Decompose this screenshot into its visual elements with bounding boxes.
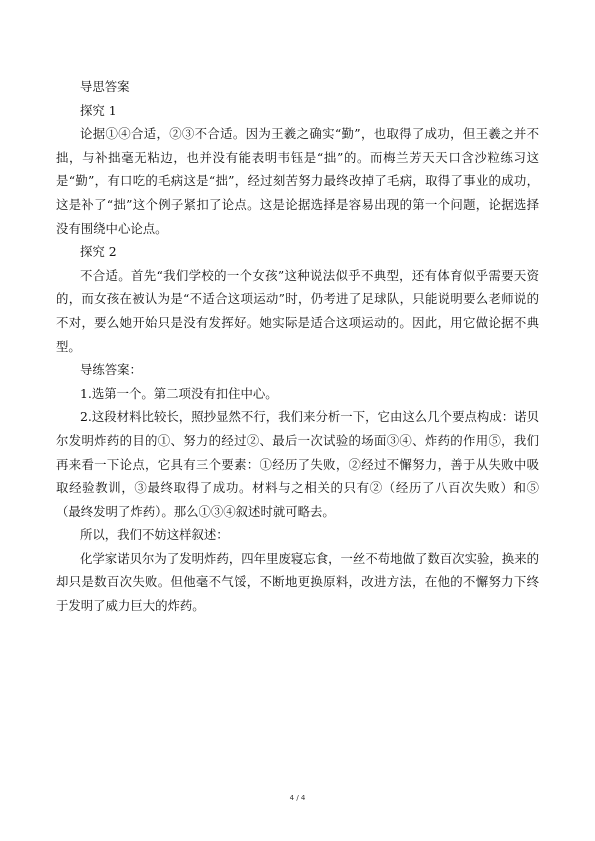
section-heading: 探究 2: [80, 244, 117, 260]
body-paragraph: 论据①④合适，②③不合适。因为王羲之确实“勤”，也取得了成功，但王羲之并不拙，与补拙毫无粘边，也并没有能表明韦钰是“拙”的。而梅兰芳天天口含沙粒练习这是“勤”，有口吃的毛病这是“拙”，经过刻苦努力最终改掉了毛病，取得了事业的成功，这是补了“拙”这个例子紧扣了论点。这是论据选择是容易出现的第一个问题，论据选择没有围绕中心论点。: [56, 126, 539, 236]
section-heading: 导练答案：: [80, 362, 142, 378]
body-paragraph: 化学家诺贝尔为了发明炸药，四年里废寝忘食，一丝不苟地做了数百次实验，换来的却只是数百次失败。但他毫不气馁，不断地更换原料，改进方法，在他的不懈努力下终于发明了威力巨大的炸药。: [56, 550, 539, 614]
body-paragraph: 2.这段材料比较长，照抄显然不行，我们来分析一下，它由这么几个要点构成：诺贝尔发明炸药的目的①、努力的经过②、最后一次试验的场面③④、炸药的作用⑤，我们再来看一下论点，它具有三个要素：①经历了失败，②经过不懈努力，善于从失败中吸取经验教训，③最终取得了成功。材料与之相关的只有②（经历了八百次失败）和⑤（最终发明了炸药）。那么①③④叙述时就可略去。: [56, 409, 539, 519]
document-body: [56, 75, 539, 618]
body-paragraph: 1.选第一个。第二项没有扣住中心。: [80, 385, 278, 401]
section-heading: 导思答案: [80, 79, 130, 94]
body-paragraph: 不合适。首先“我们学校的一个女孩”这种说法似乎不典型，还有体育似乎需要天资的，而女孩在被认为是“不适合这项运动”时，仍考进了足球队，只能说明要么老师说的不对，要么她开始只是没有发挥好。她实际是适合这项运动的。因此，用它做论据不典型。: [56, 267, 539, 354]
section-heading: 探究 1: [80, 102, 117, 118]
page-number: 4 / 4: [289, 794, 306, 802]
body-paragraph: 所以，我们不妨这样叙述：: [80, 527, 229, 543]
